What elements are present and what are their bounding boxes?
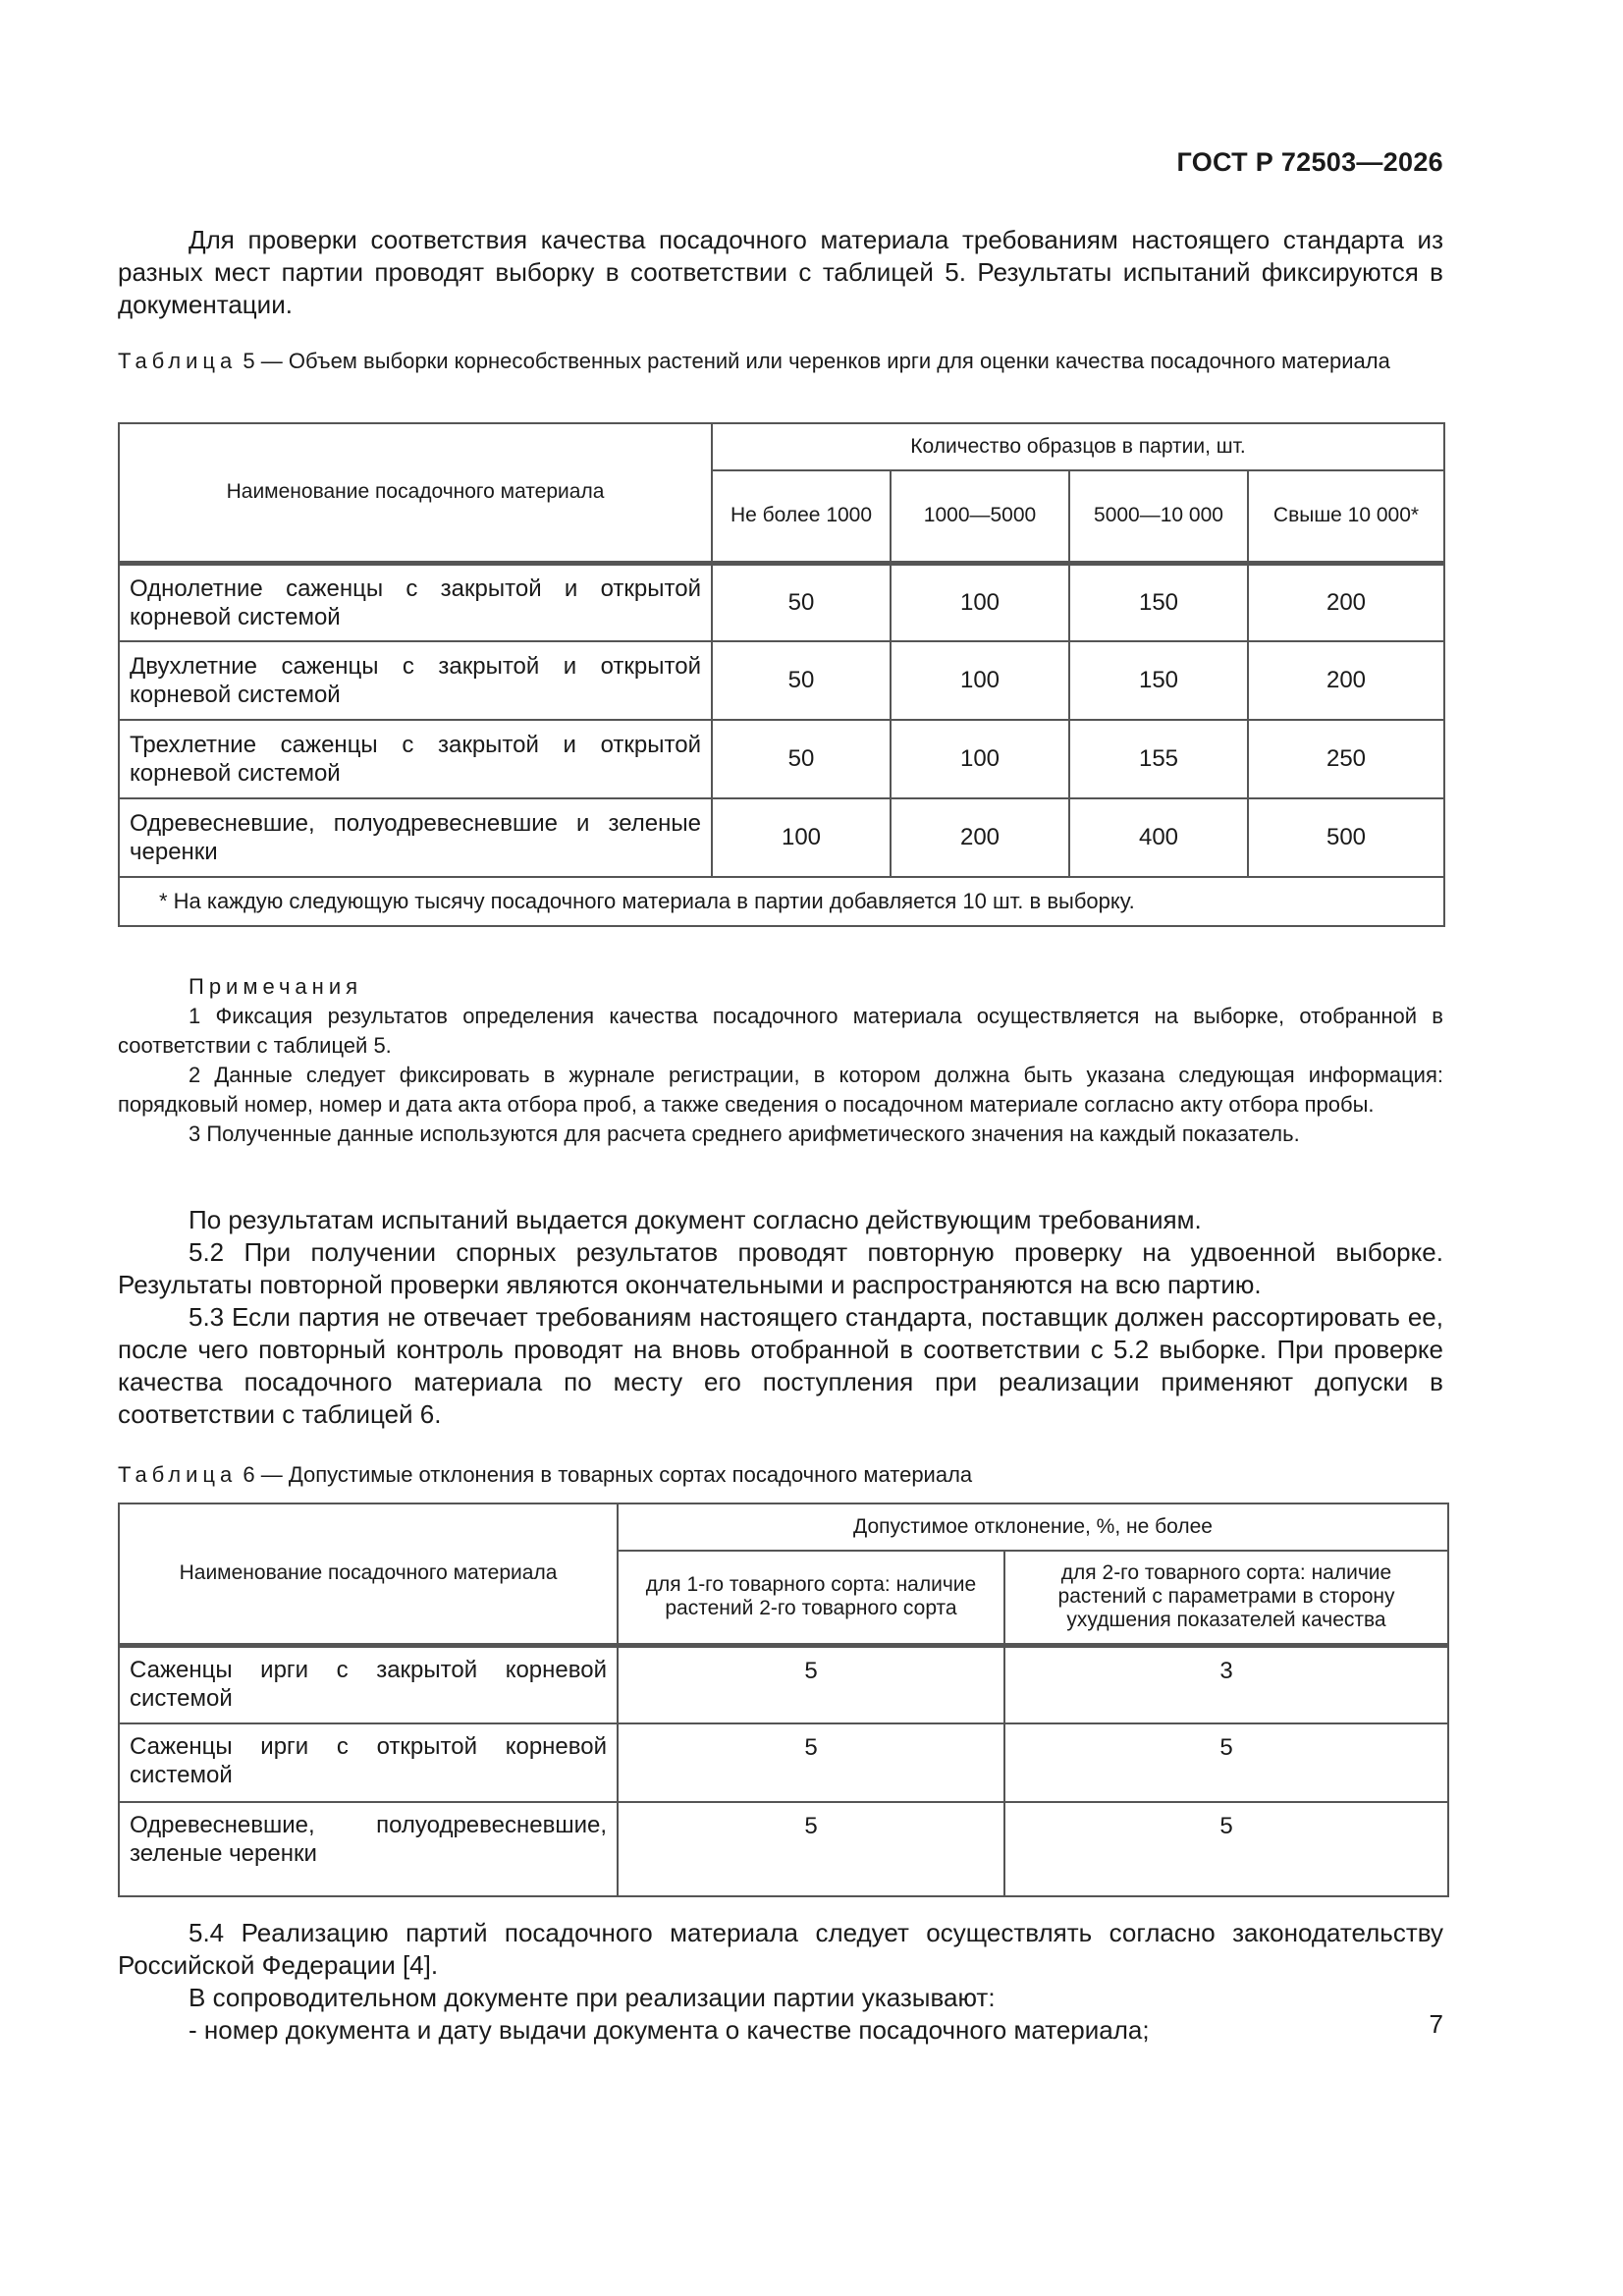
table5-row-name: Трехлетние саженцы с закрытой и открытой корневой системой: [119, 720, 712, 798]
table5-col-range: 5000—10 000: [1069, 470, 1248, 563]
table5-col-group: Количество образцов в партии, шт.: [712, 423, 1444, 470]
table5-cell: 150: [1069, 563, 1248, 641]
table5-cell: 50: [712, 563, 891, 641]
table-row: [119, 1645, 1448, 1723]
table5-cell: 200: [1248, 641, 1444, 720]
standard-header: ГОСТ Р 72503—2026: [1176, 147, 1443, 177]
table5-row-name: Однолетние саженцы с закрытой и открытой корневой системой: [119, 563, 712, 641]
body-paragraph: 5.2 При получении спорных результатов проводят повторную проверку на удвоенной выборке. Результаты повторной проверки являются окончательными и распространяются на всю партию.: [118, 1237, 1443, 1299]
table6-cell: 5: [1004, 1802, 1448, 1896]
table5-cell: 100: [712, 798, 891, 877]
table5-col-range: Свыше 10 000*: [1248, 470, 1444, 563]
table-row: [119, 641, 1444, 720]
table-6: [118, 1503, 1449, 1897]
table5-cell: 100: [891, 641, 1069, 720]
table6-col-name: Наименование посадочного материала: [119, 1503, 618, 1645]
table5-col-name: Наименование посадочного материала: [119, 423, 712, 563]
document-page: [118, 0, 1443, 2296]
table5-cell: 100: [891, 720, 1069, 798]
table5-cell: 50: [712, 641, 891, 720]
list-item: - номер документа и дату выдачи документа о качестве посадочного материала;: [189, 2015, 1150, 2045]
table5-cell: 150: [1069, 641, 1248, 720]
table-row: [119, 1723, 1448, 1802]
table5-footnote: * На каждую следующую тысячу посадочного материала в партии добавляется 10 шт. в выборку.: [119, 877, 1444, 926]
body-paragraph: 5.4 Реализацию партий посадочного материала следует осуществлять согласно законодательству Российской Федерации [4].: [118, 1918, 1443, 1980]
body-paragraph: В сопроводительном документе при реализации партии указывают:: [189, 1983, 996, 2012]
table6-row-name: Саженцы ирги с закрытой корневой системой: [119, 1645, 618, 1723]
table-5: [118, 422, 1445, 927]
table6-cell: 5: [1004, 1723, 1448, 1802]
table5-label: Таблица: [118, 349, 238, 373]
table6-caption-text: 6 — Допустимые отклонения в товарных сортах посадочного материала: [237, 1462, 973, 1487]
table-row: [119, 563, 1444, 641]
table5-cell: 400: [1069, 798, 1248, 877]
table6-row-name: Одревесневшие, полуодревесневшие, зеленые черенки: [119, 1802, 618, 1896]
table6-label: Таблица: [118, 1462, 238, 1487]
table6-cell: 5: [618, 1802, 1004, 1896]
tail-text: [118, 1917, 1443, 2047]
table6-col-sub: для 2-го товарного сорта: наличие растений с параметрами в сторону ухудшения показателей качества: [1004, 1551, 1448, 1645]
table6-row-name: Саженцы ирги с открытой корневой системой: [119, 1723, 618, 1802]
table6-cell: 5: [618, 1645, 1004, 1723]
body-paragraph: По результатам испытаний выдается документ согласно действующим требованиям.: [189, 1205, 1202, 1234]
table5-cell: 100: [891, 563, 1069, 641]
table5-col-range: Не более 1000: [712, 470, 891, 563]
note-item: 2 Данные следует фиксировать в журнале регистрации, в котором должна быть указана следующая информация: порядковый номер, номер и дата акта отбора проб, а также сведения о посадочном материале согласно акту отбора пробы.: [118, 1063, 1443, 1117]
table-row: [119, 798, 1444, 877]
table5-caption-text: 5 — Объем выборки корнесобственных растений или черенков ирги для оценки качества посадочного материала: [237, 349, 1390, 373]
table5-row-name: Одревесневшие, полуодревесневшие и зеленые черенки: [119, 798, 712, 877]
body-paragraph: 5.3 Если партия не отвечает требованиям настоящего стандарта, поставщик должен рассортировать ее, после чего повторный контроль проводят на вновь отобранной в соответствии с 5.2 выборке. При проверке качества посадочного материала по месту его поступления при реализации применяют допуски в соответствии с таблицей 6.: [118, 1302, 1443, 1429]
intro-paragraph: Для проверки соответствия качества посадочного материала требованиям настоящего стандарта из разных мест партии проводят выборку в соответствии с таблицей 5. Результаты испытаний фиксируются в документации.: [118, 225, 1443, 319]
note-item: 1 Фиксация результатов определения качества посадочного материала осуществляется на выборке, отобранной в соответствии с таблицей 5.: [118, 1004, 1443, 1058]
table5-cell: 500: [1248, 798, 1444, 877]
table5-cell: 250: [1248, 720, 1444, 798]
table6-col-sub: для 1-го товарного сорта: наличие растений 2-го товарного сорта: [618, 1551, 1004, 1645]
table6-caption: [118, 1461, 1443, 1489]
table5-cell: 200: [1248, 563, 1444, 641]
page-number: 7: [1429, 2009, 1443, 2039]
body-text: [118, 1204, 1443, 1431]
note-item: 3 Полученные данные используются для расчета среднего арифметического значения на каждый показатель.: [189, 1121, 1300, 1146]
notes-block: [118, 972, 1443, 1149]
table5-cell: 50: [712, 720, 891, 798]
table6-cell: 5: [618, 1723, 1004, 1802]
table6-cell: 3: [1004, 1645, 1448, 1723]
table5-col-range: 1000—5000: [891, 470, 1069, 563]
table5-cell: 200: [891, 798, 1069, 877]
table5-caption: [118, 348, 1443, 375]
table5-cell: 155: [1069, 720, 1248, 798]
table5-row-name: Двухлетние саженцы с закрытой и открытой корневой системой: [119, 641, 712, 720]
table-row: [119, 1802, 1448, 1896]
notes-title: Примечания: [189, 974, 363, 999]
table-row: [119, 720, 1444, 798]
table6-col-group: Допустимое отклонение, %, не более: [618, 1503, 1448, 1551]
